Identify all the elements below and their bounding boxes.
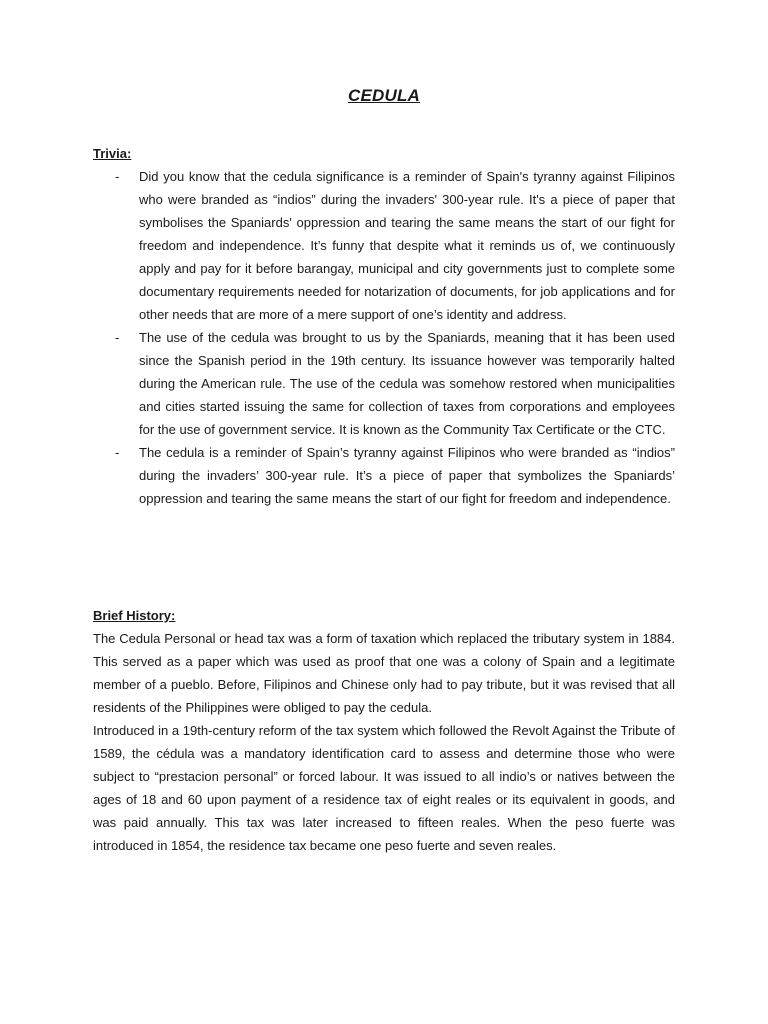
trivia-section [93,142,675,510]
trivia-heading: Trivia: [93,146,132,161]
trivia-item [93,441,675,510]
trivia-item-text: The use of the cedula was brought to us by the Spaniards, meaning that it has been used since the Spanish period in the 19th century. Its issuance however was temporarily halted during the American rule. The use of the cedula was somehow restored when municipalities and cities started issuing the same for collection of taxes from corporations and employees for the use of government service. It is known as the Community Tax Certificate or the CTC. [139,330,675,437]
trivia-item [93,326,675,441]
document-title: CEDULA [347,86,421,105]
brief-history-section [93,604,675,857]
brief-history-heading: Brief History: [93,608,176,623]
history-paragraph: The Cedula Personal or head tax was a form of taxation which replaced the tributary system in 1884. This served as a paper which was used as proof that one was a colony of Spain and a legitimate member of a pueblo. Before, Filipinos and Chinese only had to pay tribute, but it was revised that all residents of the Philippines were obliged to pay the cedula. [93,631,675,715]
history-paragraph: Introduced in a 19th-century reform of the tax system which followed the Revolt Against the Tribute of 1589, the cédula was a mandatory identification card to assess and determine those who were subject to “prestacion personal” or forced labour. It was issued to all indio’s or natives between the ages of 18 and 60 upon payment of a residence tax of eight reales or its equivalent in goods, and was paid annually. This tax was later increased to fifteen reales. When the peso fuerte was introduced in 1854, the residence tax became one peso fuerte and seven reales. [93,723,675,853]
trivia-item [93,165,675,326]
trivia-list [93,165,675,510]
bullet-dash: - [115,330,120,345]
trivia-item-text: Did you know that the cedula significance is a reminder of Spain's tyranny against Filipinos who were branded as “indios” during the invaders' 300-year rule. It's a piece of paper that symbolises the Spaniards' oppression and tearing the same means the start of our fight for freedom and independence. It’s funny that despite what it reminds us of, we continuously apply and pay for it before barangay, municipal and city governments just to complete some documentary requirements needed for notarization of documents, for job applications and for other needs that are more of a mere support of one’s identity and address. [139,169,675,322]
bullet-dash: - [115,445,120,460]
bullet-dash: - [115,169,120,184]
trivia-item-text: The cedula is a reminder of Spain’s tyranny against Filipinos who were branded as “indios” during the invaders’ 300-year rule. It’s a piece of paper that symbolizes the Spaniards’ oppression and tearing the same means the start of our fight for freedom and independence. [139,445,675,506]
